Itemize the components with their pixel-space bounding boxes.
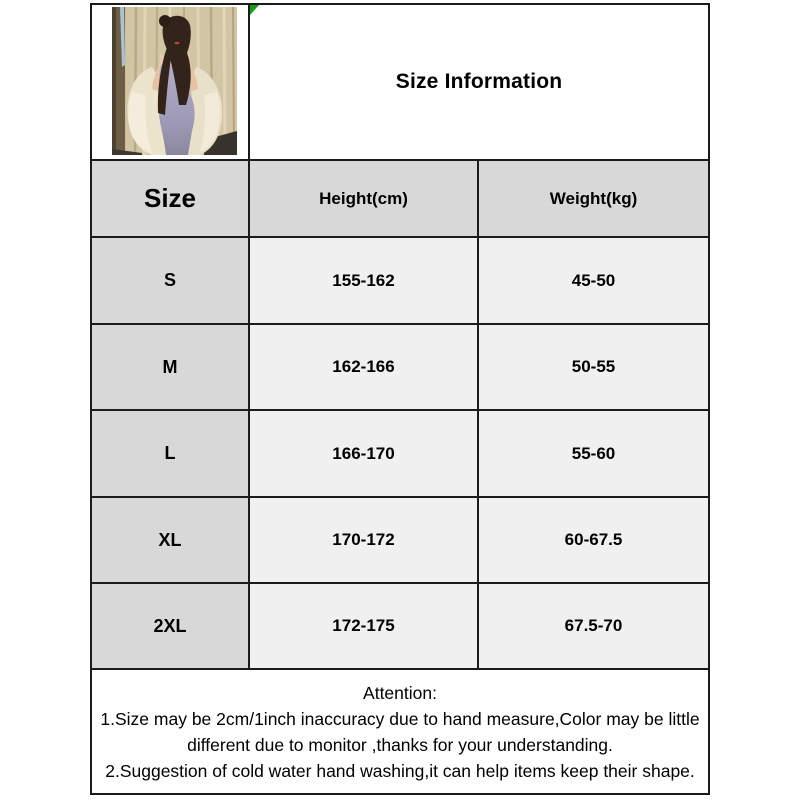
weight-value: 45-50 [478,237,709,324]
green-triangle-marker-icon [250,5,259,15]
height-value: 166-170 [249,410,478,497]
weight-value: 50-55 [478,324,709,410]
size-label: S [91,237,249,324]
product-photo-cell [91,4,249,160]
attention-note [91,669,709,794]
column-header-weight: Weight(kg) [478,160,709,237]
attention-title: Attention: [363,682,437,703]
size-label: XL [91,497,249,583]
table-row-2xl [91,583,709,669]
weight-value: 60-67.5 [478,497,709,583]
product-photo [112,7,237,155]
height-value: 162-166 [249,324,478,410]
header-row [91,4,709,160]
title-cell [249,4,709,160]
column-header-size: Size [91,160,249,237]
height-value: 170-172 [249,497,478,583]
table-row-s [91,237,709,324]
column-header-row [91,160,709,237]
size-label: M [91,324,249,410]
table-row-l [91,410,709,497]
column-header-height: Height(cm) [249,160,478,237]
attention-note-1: 1.Size may be 2cm/1inch inaccuracy due to hand measure,Color may be little different due to monitor ,thanks for your understanding. [100,708,700,755]
table-row-m [91,324,709,410]
size-label: L [91,410,249,497]
height-value: 172-175 [249,583,478,669]
weight-value: 55-60 [478,410,709,497]
size-label: 2XL [91,583,249,669]
height-value: 155-162 [249,237,478,324]
attention-row [91,669,709,794]
weight-value: 67.5-70 [478,583,709,669]
attention-note-2: 2.Suggestion of cold water hand washing,it can help items keep their shape. [105,760,695,781]
page-title: Size Information [395,70,563,93]
table-row-xl [91,497,709,583]
size-information-table [90,3,710,795]
